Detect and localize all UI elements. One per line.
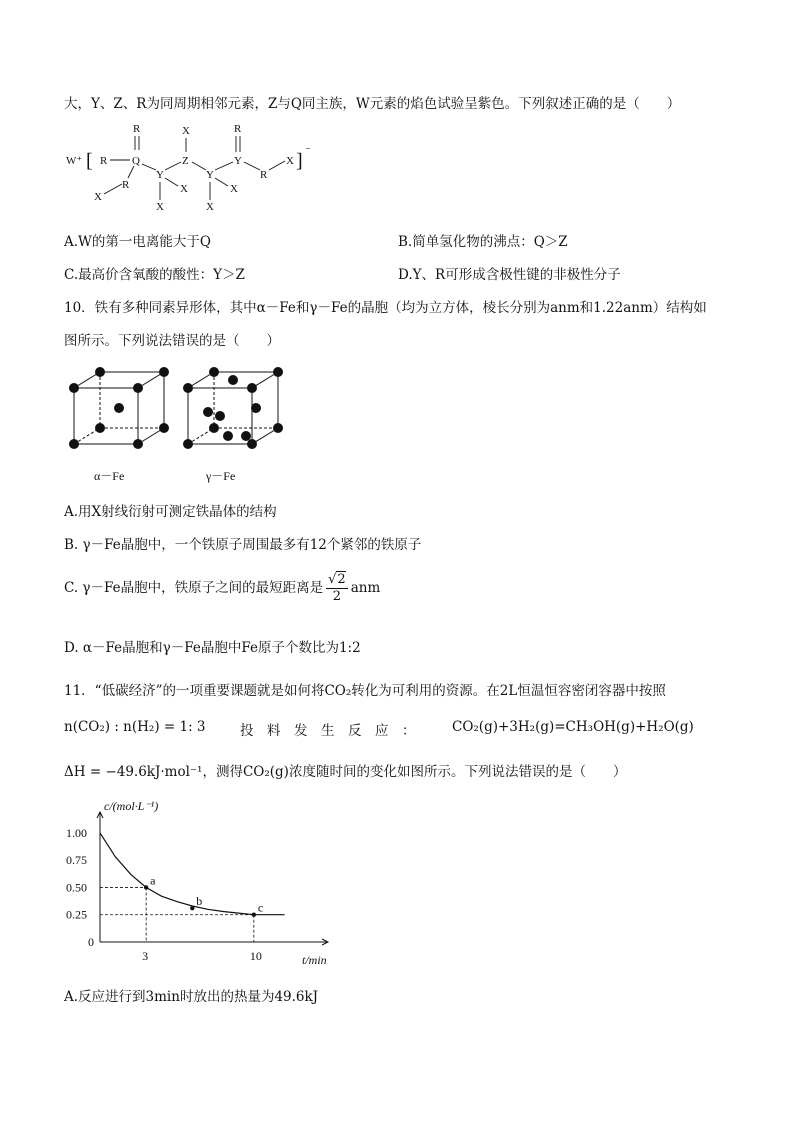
atom-Z: Z (182, 155, 189, 167)
chart-ylabel: c/(mol·L⁻¹) (104, 799, 159, 813)
q11-stem-line3: ΔH = −49.6kJ·mol⁻¹，测得CO₂(g)浓度随时间的变化如图所示。下列说法错误的是（ ） (64, 764, 627, 780)
alpha-fe-atoms (69, 367, 169, 449)
q9-option-d[interactable]: D.Y、R可形成含极性键的非极性分子 (398, 267, 621, 283)
point-label-b: b (196, 894, 203, 909)
q9-option-c[interactable]: C.最高价含氧酸的酸性：Y＞Z (64, 267, 245, 283)
x-tick-label: 3 (142, 949, 149, 963)
atom-X-y2-bottom: X (206, 201, 214, 213)
atom-Y1: Y (156, 169, 164, 181)
q10-option-c[interactable] (64, 572, 380, 605)
y-tick-label: 0.25 (66, 907, 87, 922)
y-tick-label: 0.50 (66, 880, 87, 895)
bracket-left: [ (86, 150, 93, 172)
atom-Y2: Y (206, 169, 214, 181)
q9-option-a[interactable]: A.W的第一电离能大于Q (64, 234, 211, 250)
x-tick-label: 10 (249, 949, 262, 963)
atom-X-y1-bottom: X (156, 201, 164, 213)
atom-Y3: Y (234, 155, 242, 167)
atom-X-lowerleft: X (94, 191, 102, 203)
atom-X-right: X (286, 155, 294, 167)
q11-stem-line1: 11．“低碳经济”的一项重要课题就是如何将CO₂转化为可利用的资源。在2L恒温恒容密闭容器中按照 (64, 683, 666, 699)
y-tick-label: 0 (88, 935, 94, 949)
point-c (252, 913, 256, 917)
q10-option-b[interactable]: B. γ－Fe晶胞中，一个铁原子周围最多有12个紧邻的铁原子 (64, 537, 422, 553)
atom-R-top: R (133, 123, 141, 135)
point-label-a: a (150, 873, 156, 888)
alpha-fe-label: α－Fe (94, 469, 125, 483)
q10-option-c-unit: anm (350, 580, 381, 596)
atom-X-y2-right: X (230, 183, 238, 195)
cation-label: W⁺ (66, 155, 83, 167)
point-b (190, 906, 194, 910)
atom-R-top2: R (234, 123, 242, 135)
charge-label: ⁻ (305, 145, 311, 157)
fraction-denominator: 2 (332, 589, 342, 604)
y-tick-label: 0.75 (66, 853, 87, 868)
atom-R-left: R (100, 155, 108, 167)
q11-ratio: n(CO₂) : n(H₂) = 1: 3 (64, 719, 206, 735)
q9-option-b[interactable]: B.简单氢化物的沸点：Q＞Z (398, 234, 568, 250)
gamma-fe-label: γ－Fe (206, 469, 236, 483)
fraction-numerator: 2 (337, 572, 346, 587)
bracket-right: ] (296, 150, 303, 172)
q10-stem-line2: 图所示。下列说法错误的是（ ） (64, 333, 280, 349)
y-tick-label: 1.00 (66, 825, 87, 840)
point-label-c: c (257, 900, 264, 915)
q11-mid-text: 投 料 发 生 反 应 ： (240, 723, 416, 739)
point-a (144, 885, 148, 889)
q9-stem: 大，Y、Z、R为同周期相邻元素，Z与Q同主族，W元素的焰色试验呈紫色。下列叙述正确的是（ ） (64, 96, 681, 112)
q10-option-d[interactable]: D. α－Fe晶胞和γ－Fe晶胞中Fe原子个数比为1:2 (64, 640, 361, 656)
chart-xlabel: t/min (302, 953, 327, 967)
atom-X-y1-right: X (180, 183, 188, 195)
atom-R-right: R (260, 169, 268, 181)
q10-option-c-text: C. γ－Fe晶胞中，铁原子之间的最短距离是 (64, 580, 324, 596)
atom-R-lower: R (122, 179, 130, 191)
q10-crystal-cells-diagram (64, 360, 294, 490)
gamma-fe-atoms (183, 367, 283, 449)
atom-X-z-top: X (182, 125, 190, 137)
q10-option-a[interactable]: A.用X射线衍射可测定铁晶体的结构 (64, 504, 277, 520)
q10-stem-line1: 10．铁有多种同素异形体，其中α－Fe和γ－Fe的晶胞（均为立方体，棱长分别为anm和1.22anm）结构如 (64, 300, 707, 316)
sqrt2-over-2-fraction: $\frac{√2}{2}$ (328, 572, 346, 604)
q9-structure-diagram (64, 118, 324, 218)
q11-equation: CO₂(g)+3H₂(g)=CH₃OH(g)+H₂O(g) (452, 719, 694, 735)
q11-option-a[interactable]: A.反应进行到3min时放出的热量为49.6kJ (64, 989, 319, 1005)
atom-Q: Q (132, 155, 140, 167)
co2-concentration-chart (64, 790, 354, 980)
